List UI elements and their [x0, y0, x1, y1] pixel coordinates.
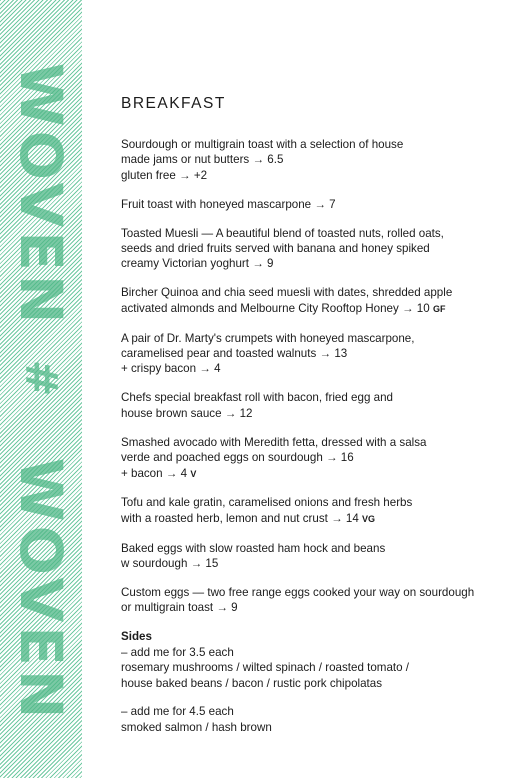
item-line [121, 301, 501, 317]
dietary-tag: VG [362, 513, 376, 524]
item-line: caramelised pear and toasted walnuts → 13 [121, 347, 348, 361]
menu-item-fruit-toast [121, 197, 501, 212]
item-line: Custom eggs — two free range eggs cooked your way on sourdough [121, 586, 475, 600]
item-line-text: activated almonds and Melbourne City Rooftop Honey → 10 [121, 301, 430, 315]
item-line: house brown sauce → 12 [121, 406, 253, 420]
item-line: Baked eggs with slow roasted ham hock and beans [121, 541, 386, 555]
menu-item-custom-eggs [121, 585, 501, 616]
brand-separator-text: # [15, 359, 67, 397]
sides-line: – add me for 3.5 each [121, 645, 234, 659]
item-line [121, 511, 501, 527]
item-line: made jams or nut butters → 6.5 [121, 153, 284, 167]
brand-wordmark-text: WOVEN [7, 457, 75, 723]
dietary-tag: GF [432, 303, 446, 314]
item-line: Toasted Muesli — A beautiful blend of toasted nuts, rolled oats, [121, 226, 444, 240]
menu-title: BREAKFAST [121, 95, 226, 112]
sides-group-4-5 [121, 704, 501, 735]
menu-item-toasted-muesli [121, 226, 501, 272]
item-line: creamy Victorian yoghurt → 9 [121, 257, 274, 271]
item-line: gluten free → +2 [121, 168, 208, 182]
breakfast-menu [121, 95, 501, 749]
sides-line: rosemary mushrooms / wilted spinach / roasted tomato / [121, 661, 410, 675]
menu-item-tofu-gratin [121, 495, 501, 527]
brand-strip [0, 0, 82, 778]
item-line-text: + bacon → 4 [121, 466, 188, 480]
item-line: Fruit toast with honeyed mascarpone → 7 [121, 197, 336, 211]
item-line: Bircher Quinoa and chia seed muesli with dates, shredded apple [121, 286, 453, 300]
item-line: A pair of Dr. Marty's crumpets with honeyed mascarpone, [121, 331, 415, 345]
menu-item-toast [121, 137, 501, 183]
sides-group-3-5 [121, 645, 501, 691]
item-line: or multigrain toast → 9 [121, 601, 238, 615]
menu-item-crumpets [121, 331, 501, 377]
item-line: Chefs special breakfast roll with bacon, fried egg and [121, 391, 393, 405]
sides-line: – add me for 4.5 each [121, 705, 234, 719]
item-line: verde and poached eggs on sourdough → 16 [121, 451, 354, 465]
item-line: Smashed avocado with Meredith fetta, dressed with a salsa [121, 435, 427, 449]
item-line: Sourdough or multigrain toast with a selection of house [121, 138, 404, 151]
item-line-text: with a roasted herb, lemon and nut crust → 14 [121, 511, 359, 525]
item-line: seeds and dried fruits served with banana and honey spiked [121, 242, 430, 256]
menu-item-smashed-avocado [121, 435, 501, 482]
menu-item-baked-eggs [121, 541, 501, 572]
sides-line: house baked beans / bacon / rustic pork chipolatas [121, 676, 383, 690]
item-line [121, 466, 501, 482]
item-line: w sourdough → 15 [121, 557, 219, 571]
item-line: Tofu and kale gratin, caramelised onions and fresh herbs [121, 496, 413, 510]
item-line: + crispy bacon → 4 [121, 362, 221, 376]
brand-wordmark-text: WOVEN [7, 62, 75, 328]
dietary-tag: V [190, 468, 197, 479]
sides-title: Sides [121, 630, 152, 644]
sides-line: smoked salmon / hash brown [121, 720, 272, 734]
menu-item-bircher [121, 285, 501, 317]
menu-item-breakfast-roll [121, 390, 501, 421]
